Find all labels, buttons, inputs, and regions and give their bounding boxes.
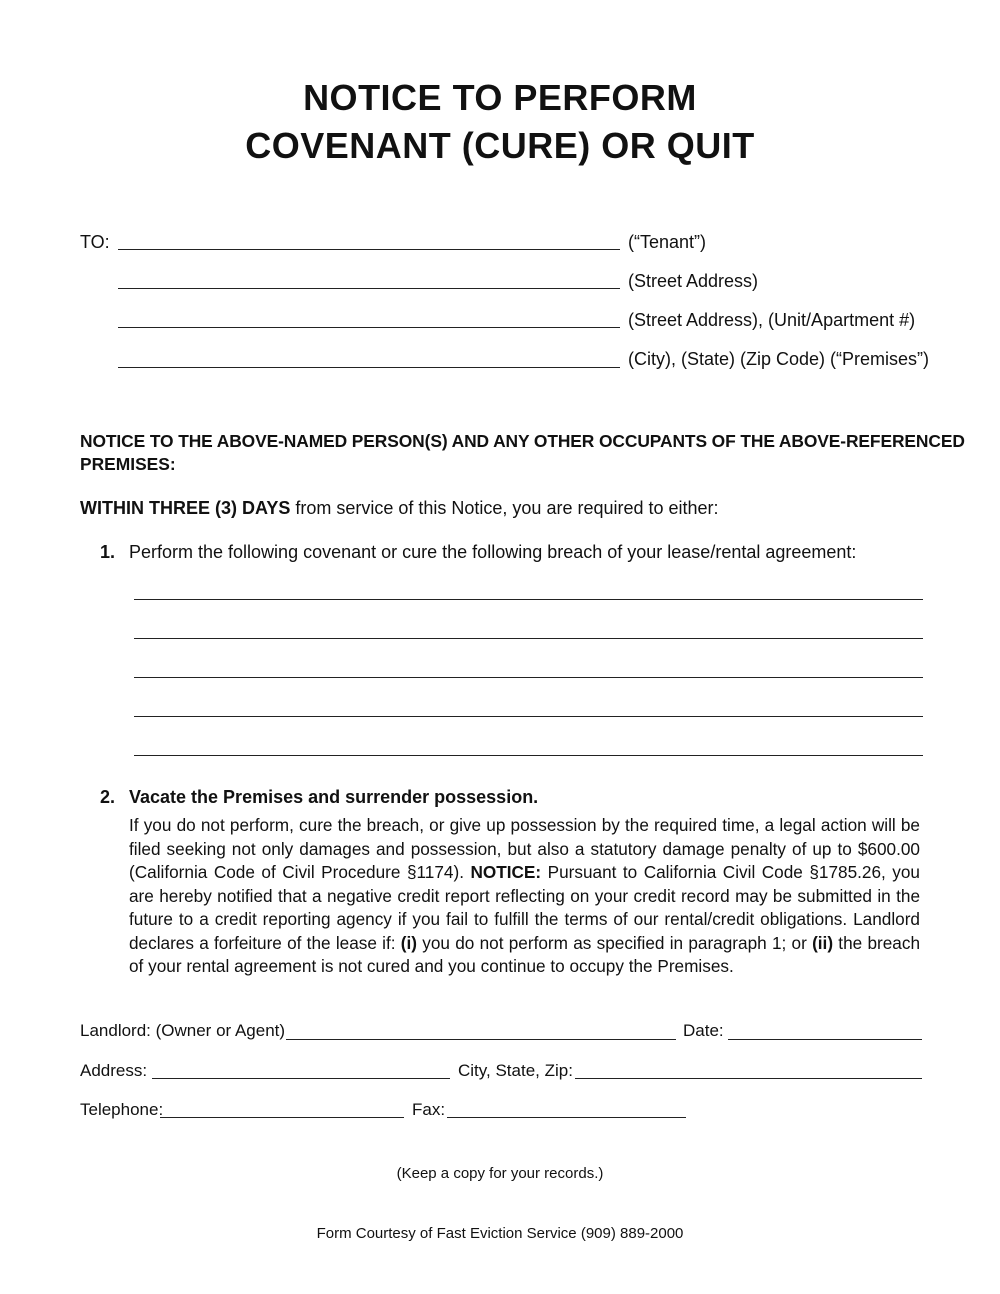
notice-heading-line-2: PREMISES: [80, 454, 176, 474]
document-title-line-1: NOTICE TO PERFORM [303, 77, 697, 118]
city-state-zip-line[interactable] [118, 367, 620, 368]
clause-ii-label: (ii) [812, 932, 834, 953]
breach-line-4[interactable] [134, 716, 923, 717]
fax-label: Fax: [412, 1100, 446, 1119]
item-2-text-4: the breach of your rental agreement is not cured and you continue to occupy the Premises. [129, 932, 921, 976]
to-label: TO: [80, 232, 110, 252]
tenant-caption: (“Tenant”) [628, 232, 707, 252]
item-1-text: Perform the following covenant or cure the following breach of your lease/rental agreement: [129, 542, 857, 562]
item-2-number: 2. [100, 787, 116, 807]
item-1-number: 1. [100, 542, 116, 562]
notice-heading-line-1: NOTICE TO THE ABOVE-NAMED PERSON(S) AND ANY OTHER OCCUPANTS OF THE ABOVE-REFERENCED [80, 431, 965, 451]
within-three-days [80, 497, 719, 519]
premises-caption: (City), (State) (Zip Code) (“Premises”) [628, 349, 930, 369]
telephone-label: Telephone: [80, 1100, 164, 1119]
item-2-heading: Vacate the Premises and surrender possession. [129, 787, 539, 807]
unit-address-line[interactable] [118, 327, 620, 328]
fax-line[interactable] [447, 1117, 686, 1118]
breach-line-2[interactable] [134, 638, 923, 639]
document-title-line-2: COVENANT (CURE) OR QUIT [245, 125, 755, 166]
telephone-line[interactable] [160, 1117, 404, 1118]
address-label: Address: [80, 1061, 148, 1080]
unit-address-caption: (Street Address), (Unit/Apartment #) [628, 310, 916, 330]
breach-line-3[interactable] [134, 677, 923, 678]
breach-line-5[interactable] [134, 755, 923, 756]
signature-city-state-zip-line[interactable] [575, 1078, 922, 1079]
city-state-zip-label: City, State, Zip: [458, 1061, 573, 1080]
street-address-line[interactable] [118, 288, 620, 289]
keep-copy-note: (Keep a copy for your records.) [396, 1165, 604, 1182]
item-2-text-2: Pursuant to California Civil Code §1785.26, you are hereby notified that a negative credit report reflecting on your credit record may be submitted in the future to a credit reporting agency if you fail to fulfill the terms of our rental/credit obligations. Landlord declares a forfeiture of the lease if: [129, 862, 920, 953]
tenant-name-line[interactable] [118, 249, 620, 250]
breach-line-1[interactable] [134, 599, 923, 600]
landlord-label: Landlord: (Owner or Agent) [80, 1021, 286, 1040]
date-line[interactable] [728, 1039, 922, 1040]
form-courtesy: Form Courtesy of Fast Eviction Service (909) 889-2000 [316, 1225, 684, 1242]
street-address-caption: (Street Address) [628, 271, 759, 291]
within-three-days-bold: WITHIN THREE (3) DAYS [80, 498, 291, 518]
landlord-line[interactable] [286, 1039, 676, 1040]
notice-label: NOTICE: [470, 862, 542, 882]
item-2-paragraph [129, 814, 920, 979]
clause-i-label: (i) [400, 932, 418, 953]
address-line[interactable] [152, 1078, 450, 1079]
item-2-text-3: you do not perform as specified in paragraph 1; or [417, 932, 813, 953]
date-label: Date: [683, 1021, 724, 1040]
item-2-text-1: If you do not perform, cure the breach, or give up possession by the required time, a legal action will be filed seeking not only damages and possession, but also a statutory damage penalty of up to $600.00 (California Code of Civil Procedure §1174). [129, 815, 920, 882]
within-three-days-rest: from service of this Notice, you are required to either: [290, 498, 719, 518]
